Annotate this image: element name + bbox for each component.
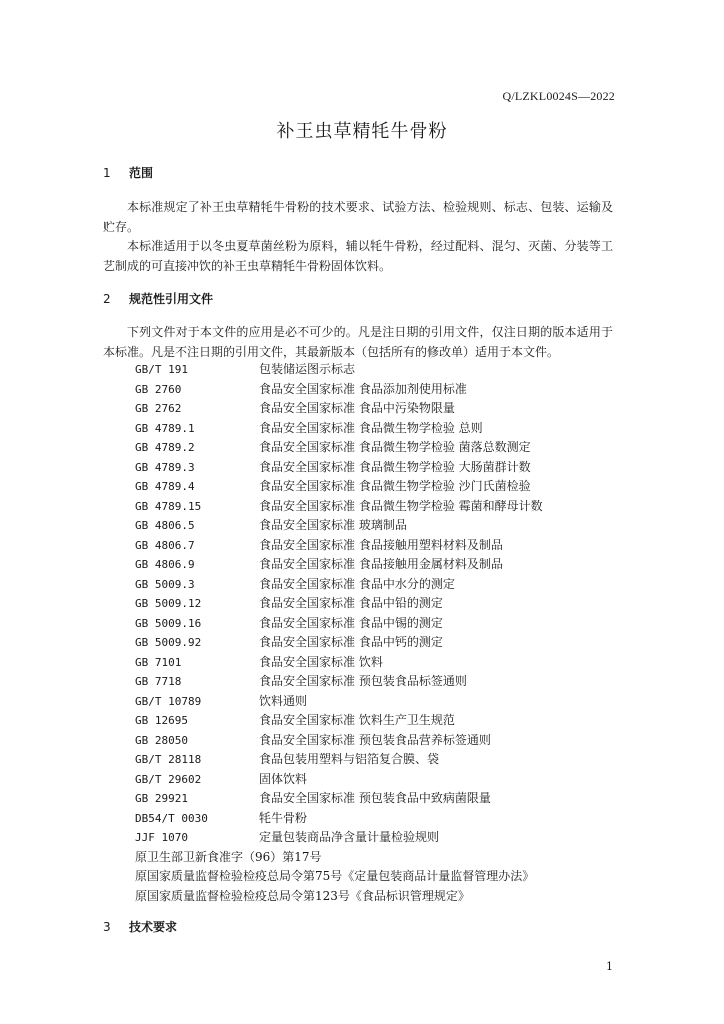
reference-code: GB 2760: [135, 382, 182, 396]
section-1-paragraph-1: 本标准规定了补王虫草精牦牛骨粉的技术要求、试验方法、检验规则、标志、包装、运输及贮存。: [103, 200, 613, 234]
reference-name: 食品安全国家标准 饮料生产卫生规范: [259, 713, 455, 727]
other-reference-text: 原国家质量监督检验检疫总局令第75号《定量包装商品计量监督管理办法》: [135, 869, 535, 883]
reference-name: 食品安全国家标准 食品中水分的测定: [259, 576, 455, 591]
reference-code: GB 5009.92: [135, 636, 202, 649]
reference-item: [135, 536, 615, 556]
other-reference-item: [135, 867, 615, 887]
reference-code: GB/T 28118: [135, 753, 202, 766]
reference-name: 食品包装用塑料与铝箔复合膜、袋: [259, 752, 440, 766]
reference-item: [135, 516, 615, 536]
reference-name: 食品安全国家标准 玻璃制品: [259, 518, 407, 532]
reference-code: GB 4789.4: [135, 480, 195, 493]
reference-code: GB 4789.1: [135, 421, 195, 435]
reference-item: [135, 731, 615, 751]
page-number: 1: [606, 960, 613, 973]
reference-name: 食品安全国家标准 食品微生物学检验 霉菌和酵母计数: [259, 498, 543, 513]
reference-name: 包装储运图示标志: [259, 362, 356, 376]
reference-item: [135, 692, 615, 712]
other-reference-text: 原卫生部卫新食准字（96）第17号: [135, 849, 322, 864]
reference-item: [135, 614, 615, 634]
reference-code: DB54/T 0030: [135, 811, 208, 825]
reference-code: GB 4789.3: [135, 460, 195, 474]
reference-code: GB 5009.16: [135, 616, 202, 630]
reference-item: [135, 497, 615, 517]
reference-code: GB 7718: [135, 675, 182, 688]
reference-name: 食品安全国家标准 食品微生物学检验 沙门氏菌检验: [259, 479, 531, 493]
section-3-heading: [103, 918, 177, 935]
reference-code: GB/T 10789: [135, 694, 202, 708]
section-number: 2: [103, 292, 111, 306]
section-title: 技术要求: [129, 920, 178, 934]
reference-code: GB 5009.3: [135, 577, 195, 591]
reference-item: [135, 438, 615, 458]
reference-name: 饮料通则: [259, 693, 308, 708]
reference-item: [135, 419, 615, 439]
reference-code: GB 12695: [135, 714, 188, 727]
reference-code: GB/T 191: [135, 363, 188, 376]
standard-code: Q/LZKL0024S—2022: [502, 89, 615, 103]
reference-code: GB 4789.2: [135, 441, 195, 454]
reference-code: GB 7101: [135, 655, 182, 669]
section-2-heading: [103, 290, 213, 307]
other-reference-item: [135, 848, 615, 868]
reference-name: 食品安全国家标准 食品微生物学检验 菌落总数测定: [259, 440, 531, 454]
reference-item: [135, 380, 615, 400]
reference-item: [135, 594, 615, 614]
reference-item: [135, 828, 615, 848]
section-title: 规范性引用文件: [129, 292, 214, 306]
reference-name: 食品安全国家标准 预包装食品营养标签通则: [259, 732, 491, 747]
section-number: 3: [103, 920, 111, 934]
reference-item: [135, 653, 615, 673]
reference-name: 食品安全国家标准 食品添加剂使用标准: [259, 381, 467, 396]
reference-code: GB 29921: [135, 792, 188, 805]
reference-name: 食品安全国家标准 预包装食品中致病菌限量: [259, 791, 491, 805]
reference-name: 食品安全国家标准 食品接触用金属材料及制品: [259, 557, 503, 571]
reference-code: GB 28050: [135, 733, 188, 747]
reference-item: [135, 672, 615, 692]
reference-name: 食品安全国家标准 食品接触用塑料材料及制品: [259, 537, 503, 552]
reference-item: [135, 770, 615, 790]
reference-name: 固体饮料: [259, 771, 308, 786]
reference-code: GB/T 29602: [135, 772, 202, 786]
reference-item: [135, 711, 615, 731]
reference-name: 食品安全国家标准 食品中钙的测定: [259, 635, 443, 649]
reference-item: [135, 809, 615, 829]
reference-item: [135, 633, 615, 653]
reference-code: GB 5009.12: [135, 597, 202, 610]
reference-name: 食品安全国家标准 食品微生物学检验 大肠菌群计数: [259, 459, 531, 474]
document-title: 补王虫草精牦牛骨粉: [276, 121, 448, 142]
reference-item: [135, 477, 615, 497]
reference-code: GB 4806.9: [135, 558, 195, 571]
reference-name: 牦牛骨粉: [259, 810, 308, 825]
reference-name: 食品安全国家标准 食品中污染物限量: [259, 401, 455, 415]
reference-item: [135, 360, 615, 380]
reference-code: GB 4806.5: [135, 519, 195, 532]
reference-code: GB 4789.15: [135, 499, 202, 513]
reference-item: [135, 750, 615, 770]
reference-name: 食品安全国家标准 食品中铅的测定: [259, 596, 443, 610]
section-number: 1: [103, 166, 111, 180]
other-reference-text: 原国家质量监督检验检疫总局令第123号《食品标识管理规定》: [135, 888, 470, 903]
section-title: 范围: [129, 166, 154, 180]
section-1-paragraph-2: 本标准适用于以冬虫夏草菌丝粉为原料，辅以牦牛骨粉，经过配料、混匀、灭菌、分装等工艺制成的可直接冲饮的补王虫草精牦牛骨粉固体饮料。: [103, 239, 613, 273]
section-1-heading: [103, 164, 153, 181]
reference-name: 食品安全国家标准 饮料: [259, 654, 383, 669]
reference-item: [135, 575, 615, 595]
reference-item: [135, 789, 615, 809]
section-2-paragraph-1: 下列文件对于本文件的应用是必不可少的。凡是注日期的引用文件，仅注日期的版本适用于本标准。凡是不注日期的引用文件，其最新版本（包括所有的修改单）适用于本文件。: [103, 325, 613, 359]
reference-item: [135, 458, 615, 478]
reference-name: 食品安全国家标准 食品微生物学检验 总则: [259, 420, 483, 435]
reference-item: [135, 555, 615, 575]
reference-code: GB 4806.7: [135, 538, 195, 552]
reference-name: 食品安全国家标准 预包装食品标签通则: [259, 674, 467, 688]
normative-references-list: [135, 360, 615, 906]
reference-name: 食品安全国家标准 食品中锡的测定: [259, 615, 443, 630]
reference-name: 定量包装商品净含量计量检验规则: [259, 830, 440, 844]
reference-item: [135, 399, 615, 419]
other-reference-item: [135, 887, 615, 907]
reference-code: JJF 1070: [135, 831, 188, 844]
reference-code: GB 2762: [135, 402, 182, 415]
